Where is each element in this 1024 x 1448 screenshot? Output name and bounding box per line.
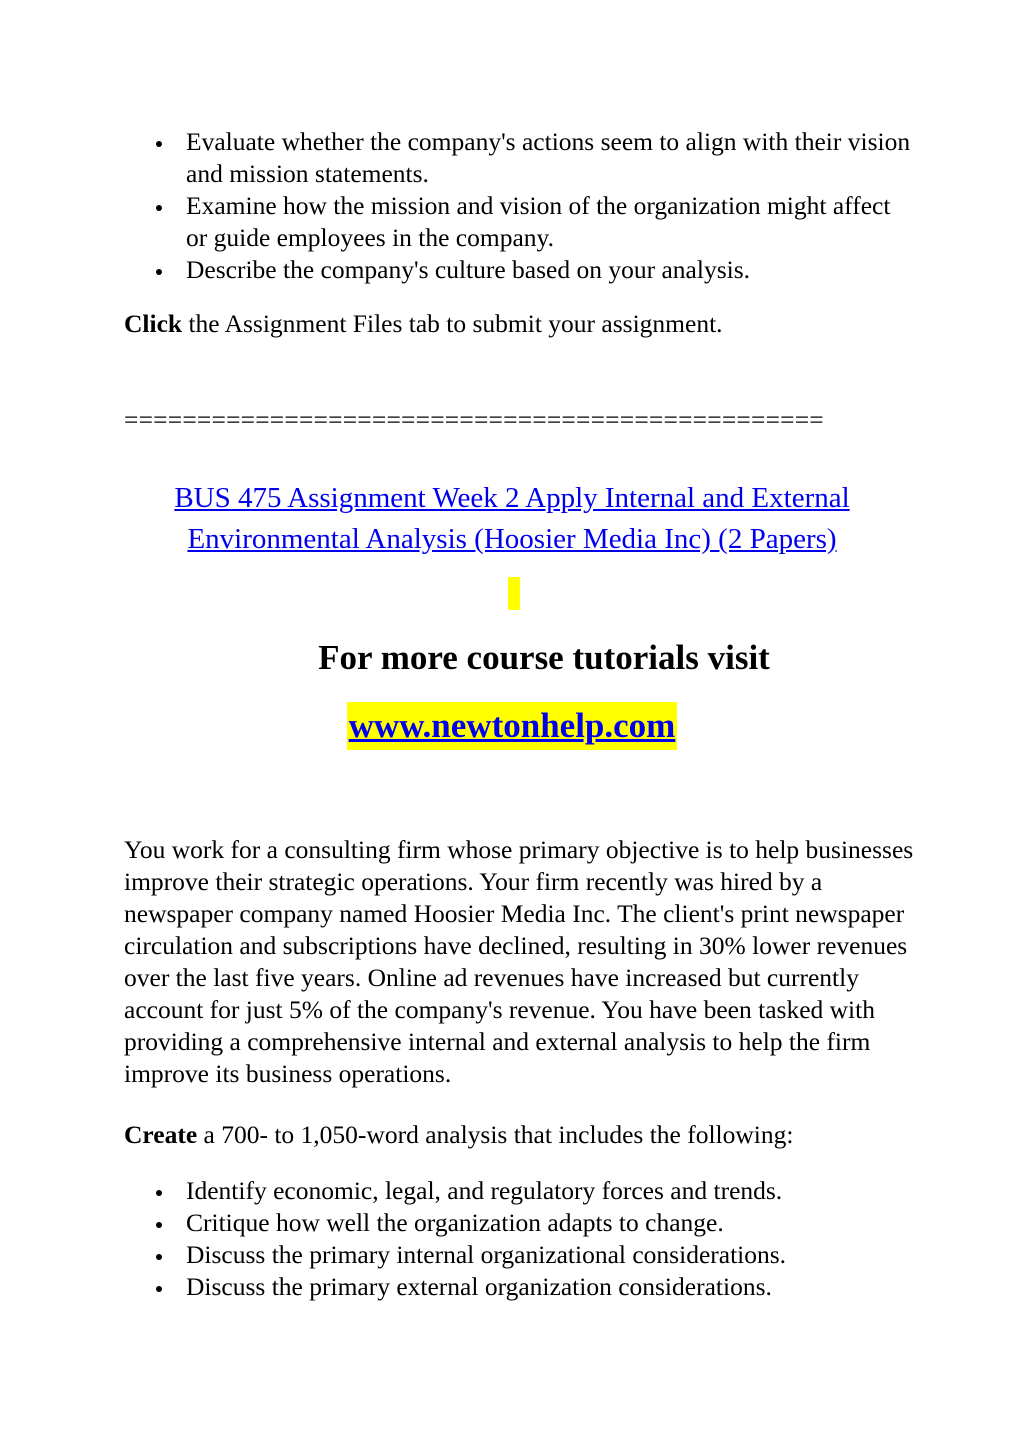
bullet-icon <box>156 269 162 275</box>
bullet-icon <box>156 1286 162 1292</box>
bullet-icon <box>156 1222 162 1228</box>
list-item-text: Identify economic, legal, and regulatory forces and trends. <box>186 1176 783 1205</box>
highlight-mark <box>508 577 520 610</box>
list-item <box>124 126 914 190</box>
intro-paragraph: You work for a consulting firm whose primary objective is to help businesses improve their strategic operations. Your firm recently was hired by a newspaper company named Hoosier Media Inc. The client's print newspaper circulation and subscriptions have declined, resulting in 30% lower revenues over the last five years. Online ad revenues have increased but currently account for just 5% of the company's revenue. You have been tasked with providing a comprehensive internal and external analysis to help the firm improve its business operations. <box>124 835 914 1088</box>
promo-url-link[interactable]: www.newtonhelp.com <box>347 702 678 750</box>
separator-line: ================================================ <box>124 405 824 434</box>
click-instruction-bold: Click <box>124 309 183 338</box>
bullet-icon <box>156 205 162 211</box>
click-instruction <box>124 308 914 340</box>
list-item <box>124 1207 914 1239</box>
promo-heading: For more course tutorials visit <box>318 638 770 677</box>
create-instruction-bold: Create <box>124 1120 198 1149</box>
list-item <box>124 1271 914 1303</box>
list-item-text: Examine how the mission and vision of the organization might affect or guide employees in the company. <box>186 191 891 252</box>
list-item <box>124 1239 914 1271</box>
list-item <box>124 1175 914 1207</box>
course-title-line-1: BUS 475 Assignment Week 2 Apply Internal and External <box>174 482 850 514</box>
list-item-text: Critique how well the organization adapts to change. <box>186 1208 724 1237</box>
create-instruction-text: a 700- to 1,050-word analysis that includes the following: <box>197 1120 794 1149</box>
list-item-text: Describe the company's culture based on your analysis. <box>186 255 751 284</box>
create-instruction <box>124 1119 914 1151</box>
bullet-icon <box>156 1254 162 1260</box>
list-item <box>124 254 914 286</box>
promo-url-container <box>0 702 1024 750</box>
bullet-icon <box>156 1190 162 1196</box>
course-title-link[interactable] <box>100 478 924 560</box>
top-bullet-list <box>124 126 914 286</box>
course-title-line-2: Environmental Analysis (Hoosier Media Inc) (2 Papers) <box>187 523 837 555</box>
bottom-bullet-list <box>124 1175 914 1303</box>
bullet-icon <box>156 141 162 147</box>
list-item-text: Discuss the primary internal organizational considerations. <box>186 1240 787 1269</box>
list-item-text: Evaluate whether the company's actions seem to align with their vision and mission statements. <box>186 127 911 188</box>
list-item <box>124 190 914 254</box>
list-item-text: Discuss the primary external organization considerations. <box>186 1272 772 1301</box>
click-instruction-text: the Assignment Files tab to submit your assignment. <box>182 309 723 338</box>
